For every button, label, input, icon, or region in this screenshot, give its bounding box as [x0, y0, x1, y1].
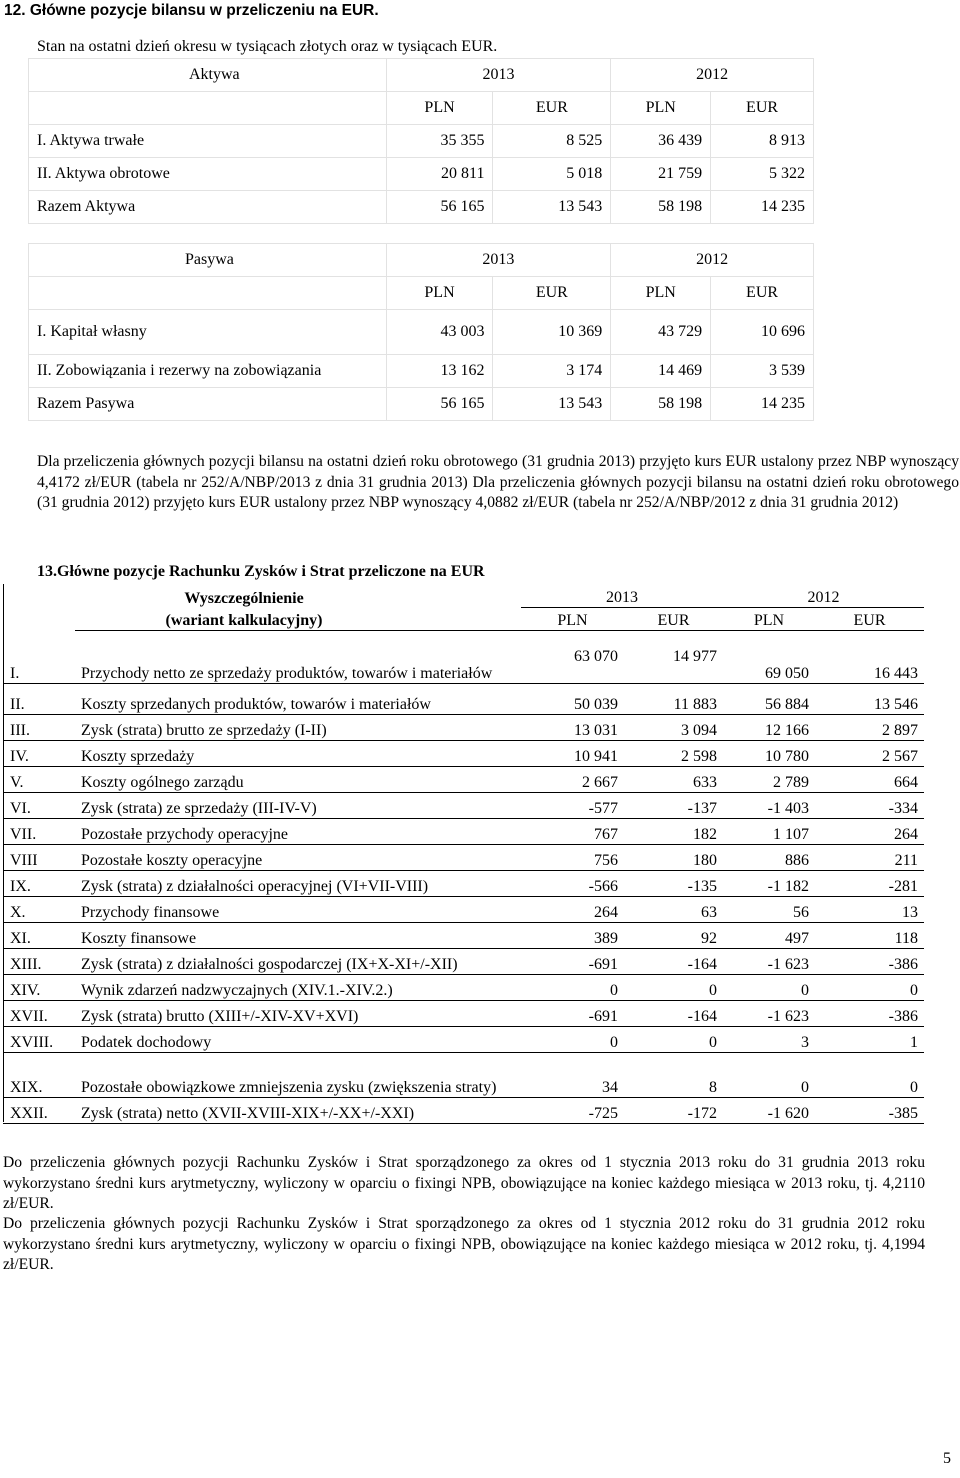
value-cell: -137 [624, 792, 723, 818]
liabilities-header: Pasywa [29, 244, 387, 277]
row-number: VII. [3, 818, 75, 844]
row-label: Zysk (strata) z działalności operacyjnej (VI+VII-VIII) [75, 870, 521, 896]
table-row [3, 974, 924, 1000]
empty-cell [29, 92, 387, 125]
value-cell: 0 [624, 1026, 723, 1052]
table-row [3, 818, 924, 844]
value-cell: -386 [815, 948, 924, 974]
value-cell: 63 [624, 896, 723, 922]
value-cell: 13 [815, 896, 924, 922]
row-label: Razem Aktywa [29, 191, 387, 224]
value-cell: 0 [815, 974, 924, 1000]
row-label: Koszty ogólnego zarządu [75, 766, 521, 792]
table-row [3, 1097, 924, 1123]
table-row [3, 922, 924, 948]
value-cell: 0 [624, 974, 723, 1000]
value-cell: 50 039 [521, 688, 624, 714]
row-label: I. Aktywa trwałe [29, 125, 387, 158]
currency-header: EUR [711, 92, 814, 125]
value-cell: 58 198 [611, 191, 711, 224]
value-cell: -385 [815, 1097, 924, 1123]
header-line-1: Wyszczególnienie [184, 589, 304, 607]
currency-header: EUR [493, 277, 611, 310]
value-cell: -281 [815, 870, 924, 896]
value-cell: 389 [521, 922, 624, 948]
currency-header: EUR [493, 92, 611, 125]
value-cell: 56 [723, 896, 815, 922]
row-label: Pozostałe przychody operacyjne [75, 818, 521, 844]
row-number: XVIII. [3, 1026, 75, 1052]
currency-header: EUR [624, 608, 723, 631]
value-cell: 56 165 [386, 388, 493, 421]
value-cell: 10 369 [493, 310, 611, 355]
currency-header: EUR [815, 608, 924, 631]
empty-cell [3, 585, 75, 608]
value-cell: 0 [521, 974, 624, 1000]
value-cell: 1 107 [723, 818, 815, 844]
currency-header: PLN [386, 92, 493, 125]
value-cell: 8 525 [493, 125, 611, 158]
table-row [3, 631, 924, 684]
value-cell: -577 [521, 792, 624, 818]
row-number: VIII [3, 844, 75, 870]
value-cell: 13 162 [386, 355, 493, 388]
value-cell: 8 [624, 1052, 723, 1097]
value-cell: 43 729 [611, 310, 711, 355]
value-cell: 2 598 [624, 740, 723, 766]
assets-header: Aktywa [29, 59, 387, 92]
value-cell: 56 884 [723, 688, 815, 714]
value-cell: 1 [815, 1026, 924, 1052]
empty-cell [29, 277, 387, 310]
row-number: IV. [3, 740, 75, 766]
value-cell: 10 780 [723, 740, 815, 766]
value-cell: 5 018 [493, 158, 611, 191]
value-cell: -386 [815, 1000, 924, 1026]
value-cell: -691 [521, 948, 624, 974]
currency-header: PLN [611, 92, 711, 125]
value-cell: 2 567 [815, 740, 924, 766]
row-label: Koszty sprzedanych produktów, towarów i materiałów [75, 688, 521, 714]
value-cell: 497 [723, 922, 815, 948]
row-label: Pozostałe obowiązkowe zmniejszenia zysku (zwiększenia straty) [75, 1052, 521, 1097]
row-label: Podatek dochodowy [75, 1026, 521, 1052]
value-cell: 11 883 [624, 688, 723, 714]
value-cell: 14 235 [711, 388, 814, 421]
value-cell: 14 235 [711, 191, 814, 224]
year-2012: 2012 [611, 244, 814, 277]
row-label: Zysk (strata) netto (XVII-XVIII-XIX+/-XX+/-XXI) [75, 1097, 521, 1123]
table-row [3, 740, 924, 766]
row-number: XIV. [3, 974, 75, 1000]
row-label: Zysk (strata) brutto ze sprzedaży (I-II) [75, 714, 521, 740]
row-number: I. [3, 631, 75, 684]
row-label: II. Zobowiązania i rezerwy na zobowiązania [29, 355, 387, 388]
value-cell: -1 623 [723, 948, 815, 974]
table-row [29, 310, 814, 355]
liabilities-table [28, 243, 814, 421]
table-row [3, 844, 924, 870]
value-cell: 92 [624, 922, 723, 948]
currency-header: PLN [386, 277, 493, 310]
header-line-2: (wariant kalkulacyjny) [75, 608, 521, 631]
value-cell: 56 165 [386, 191, 493, 224]
row-label: Razem Pasywa [29, 388, 387, 421]
assets-table [28, 58, 814, 224]
value-cell: 2 667 [521, 766, 624, 792]
value-cell: 13 543 [493, 191, 611, 224]
value-cell: 3 539 [711, 355, 814, 388]
value-cell: 0 [815, 1052, 924, 1097]
row-number: XVII. [3, 1000, 75, 1026]
value-cell: 5 322 [711, 158, 814, 191]
table-row [29, 191, 814, 224]
value-cell: 10 941 [521, 740, 624, 766]
year-2013: 2013 [386, 244, 611, 277]
row-number: XXII. [3, 1097, 75, 1123]
currency-header: PLN [521, 608, 624, 631]
row-label: Zysk (strata) ze sprzedaży (III-IV-V) [75, 792, 521, 818]
value-cell: 886 [723, 844, 815, 870]
value-cell: 35 355 [386, 125, 493, 158]
value-cell: 664 [815, 766, 924, 792]
year-2013: 2013 [386, 59, 611, 92]
value-cell: 69 050 [723, 631, 815, 684]
year-2012: 2012 [611, 59, 814, 92]
table-row [3, 688, 924, 714]
value-cell: -1 623 [723, 1000, 815, 1026]
table-row [29, 125, 814, 158]
value-cell: 13 546 [815, 688, 924, 714]
row-label: Koszty sprzedaży [75, 740, 521, 766]
value-cell: 36 439 [611, 125, 711, 158]
value-cell: 13 543 [493, 388, 611, 421]
section-13-title: 13.Główne pozycje Rachunku Zysków i Strat przeliczone na EUR [37, 563, 485, 580]
value-cell: 756 [521, 844, 624, 870]
currency-header: PLN [611, 277, 711, 310]
currency-header: EUR [711, 277, 814, 310]
row-number: III. [3, 714, 75, 740]
value-cell: 21 759 [611, 158, 711, 191]
value-cell: 118 [815, 922, 924, 948]
currency-header: PLN [723, 608, 815, 631]
table-row [3, 766, 924, 792]
value-cell: 180 [624, 844, 723, 870]
section-12-subtitle: Stan na ostatni dzień okresu w tysiącach złotych oraz w tysiącach EUR. [37, 38, 498, 55]
income-note-2012: Do przeliczenia głównych pozycji Rachunku Zysków i Strat sporządzonego za okres od 1 stycznia 2012 roku do 31 grudnia 2012 roku wykorzystano średni kurs arytmetyczny, wyliczony w oparciu o fixingi NPB, obowiązujące na koniec każdego miesiąca w 2012 roku, tj. 4,1994 zł/EUR. [3, 1215, 925, 1273]
value-cell: 264 [815, 818, 924, 844]
value-cell: 63 070 [521, 631, 624, 684]
value-cell: 3 [723, 1026, 815, 1052]
section-12-title: 12. Główne pozycje bilansu w przeliczeniu na EUR. [4, 2, 379, 19]
page-number: 5 [943, 1450, 951, 1467]
value-cell: 0 [723, 974, 815, 1000]
value-cell: 43 003 [386, 310, 493, 355]
row-number: VI. [3, 792, 75, 818]
value-cell: 211 [815, 844, 924, 870]
empty-cell [3, 608, 75, 631]
table-row [3, 792, 924, 818]
table-row [3, 714, 924, 740]
row-label: Pozostałe koszty operacyjne [75, 844, 521, 870]
balance-conversion-note: Dla przeliczenia głównych pozycji bilansu na ostatni dzień roku obrotowego (31 grudnia 2013) przyjęto kurs EUR ustalony przez NBP wynoszący 4,4172 zł/EUR (tabela nr 252/A/NBP/2013 z dnia 31 grudnia 2013) Dla przeliczenia głównych pozycji bilansu na ostatni dzień roku obrotowego (31 grudnia 2012) przyjęto kurs EUR ustalony przez NBP wynoszący 4,0882 zł/EUR (tabela nr 252/A/NBP/2012 z dnia 31 grudnia 2012) [37, 453, 959, 511]
value-cell: -691 [521, 1000, 624, 1026]
row-number: XIII. [3, 948, 75, 974]
value-cell: -566 [521, 870, 624, 896]
table-row [3, 1052, 924, 1097]
value-cell: -135 [624, 870, 723, 896]
income-statement-rows [3, 688, 924, 1124]
row-label: II. Aktywa obrotowe [29, 158, 387, 191]
row-number: IX. [3, 870, 75, 896]
row-label: Przychody netto ze sprzedaży produktów, towarów i materiałów [75, 631, 521, 684]
row-label: Zysk (strata) brutto (XIII+/-XIV-XV+XVI) [75, 1000, 521, 1026]
value-cell: 58 198 [611, 388, 711, 421]
table-row [3, 896, 924, 922]
value-cell: 0 [521, 1026, 624, 1052]
value-cell: 14 469 [611, 355, 711, 388]
value-cell: 2 789 [723, 766, 815, 792]
value-cell: 182 [624, 818, 723, 844]
row-number: V. [3, 766, 75, 792]
year-2013: 2013 [521, 585, 723, 608]
table-row [29, 355, 814, 388]
value-cell: 16 443 [815, 631, 924, 684]
table-row [3, 948, 924, 974]
value-cell: 2 897 [815, 714, 924, 740]
value-cell: -1 620 [723, 1097, 815, 1123]
value-cell: -725 [521, 1097, 624, 1123]
row-label: Wynik zdarzeń nadzwyczajnych (XIV.1.-XIV.2.) [75, 974, 521, 1000]
row-number: XI. [3, 922, 75, 948]
value-cell: -334 [815, 792, 924, 818]
row-number: II. [3, 688, 75, 714]
value-cell: 0 [723, 1052, 815, 1097]
income-note-2013: Do przeliczenia głównych pozycji Rachunku Zysków i Strat sporządzonego za okres od 1 stycznia 2013 roku do 31 grudnia 2013 roku wykorzystano średni kurs arytmetyczny, wyliczony w oparciu o fixingi NPB, obowiązujące na koniec każdego miesiąca w 2013 roku, tj. 4,2110 zł/EUR. [3, 1154, 925, 1212]
value-cell: 8 913 [711, 125, 814, 158]
value-cell: 633 [624, 766, 723, 792]
value-cell: 264 [521, 896, 624, 922]
table-row [29, 158, 814, 191]
table-row [3, 870, 924, 896]
table-row [3, 1000, 924, 1026]
year-2012: 2012 [723, 585, 924, 608]
row-number: X. [3, 896, 75, 922]
row-label: Zysk (strata) z działalności gospodarczej (IX+X-XI+/-XII) [75, 948, 521, 974]
value-cell: 20 811 [386, 158, 493, 191]
value-cell: -1 182 [723, 870, 815, 896]
value-cell: 10 696 [711, 310, 814, 355]
row-label: Koszty finansowe [75, 922, 521, 948]
value-cell: -172 [624, 1097, 723, 1123]
value-cell: 767 [521, 818, 624, 844]
value-cell: 12 166 [723, 714, 815, 740]
table-row [29, 388, 814, 421]
value-cell: -164 [624, 1000, 723, 1026]
row-number: XIX. [3, 1052, 75, 1097]
value-cell: 3 174 [493, 355, 611, 388]
value-cell: 3 094 [624, 714, 723, 740]
value-cell: 14 977 [624, 631, 723, 684]
row-label: I. Kapitał własny [29, 310, 387, 355]
row-label: Przychody finansowe [75, 896, 521, 922]
value-cell: -164 [624, 948, 723, 974]
value-cell: 13 031 [521, 714, 624, 740]
value-cell: 34 [521, 1052, 624, 1097]
value-cell: -1 403 [723, 792, 815, 818]
table-row [3, 1026, 924, 1052]
